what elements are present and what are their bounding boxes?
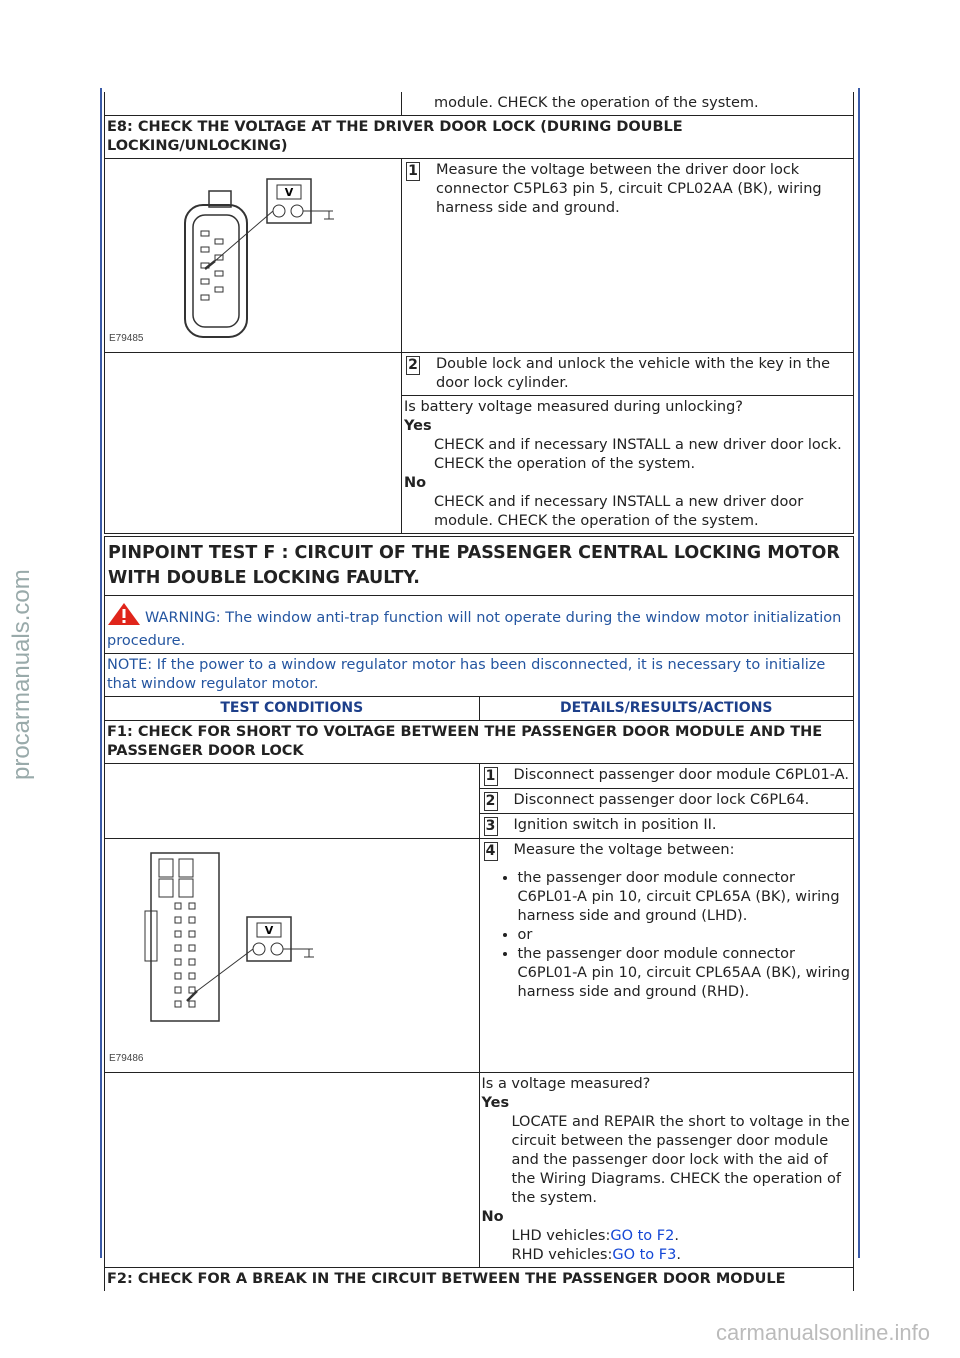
f1-lhd-line [482,1227,852,1246]
f1-step-4-text: Measure the voltage between: [513,842,735,858]
meter-label: V [284,186,294,199]
list-item: • or [518,926,852,945]
f1-step-3 [482,816,852,836]
lhd-label: LHD vehicles: [511,1228,611,1244]
col-details: DETAILS/RESULTS/ACTIONS [479,697,854,721]
rhd-label: RHD vehicles: [511,1247,613,1263]
meter-label: V [264,924,274,937]
e8-step-2 [404,355,851,393]
step-number: 3 [484,817,498,836]
list-item: • the passenger door module connector C6PL01-A pin 10, circuit CPL65A (BK), wiring harness side and ground (LHD). [518,869,852,926]
pinpoint-title: PINPOINT TEST F : CIRCUIT OF THE PASSENGER CENTRAL LOCKING MOTOR WITH DOUBLE LOCKING FAULTY. [105,537,854,596]
warning-icon [107,602,141,632]
f1-yes-label: Yes [481,1095,510,1111]
f1-yes-text: LOCATE and REPAIR the short to voltage in the circuit between the passenger door module and the passenger door lock with the aid of the Wiring Diagrams. CHECK the operation of the system. [511,1114,850,1206]
warning-text: WARNING: The window anti-trap function will not operate during the window motor initialization procedure. [107,610,842,649]
step-number: 2 [406,356,420,375]
e8-no-text: CHECK and if necessary INSTALL a new driver door module. CHECK the operation of the system. [434,494,804,529]
top-row-text: module. CHECK the operation of the system. [434,95,759,111]
go-to-f2-link[interactable]: GO to F2 [610,1228,675,1244]
e8-block [104,92,854,534]
f1-diagram [105,839,480,1073]
f1-step-4 [482,841,852,861]
right-rail [858,88,860,1258]
e8-diagram [105,159,402,353]
f1-step-2 [482,791,852,811]
step-number: 4 [484,842,498,861]
f1-step-3-text: Ignition switch in position II. [513,817,717,833]
e8-yes-label: Yes [404,418,432,434]
f1-question: Is a voltage measured? [481,1076,651,1092]
e8-question: Is battery voltage measured during unlocking? [404,399,743,415]
list-item: • the passenger door module connector C6PL01-A pin 10, circuit CPL65AA (BK), wiring harness side and ground (RHD). [518,945,852,1002]
f1-image-code: E79486 [109,1053,144,1064]
e8-yes-text: CHECK and if necessary INSTALL a new driver door lock. CHECK the operation of the system. [434,437,842,472]
f1-title: F1: CHECK FOR SHORT TO VOLTAGE BETWEEN THE PASSENGER DOOR MODULE AND THE PASSENGER DOOR LOCK [105,721,854,764]
pinpoint-f-block [104,536,854,1291]
f1-rhd-line [482,1246,852,1265]
e8-no-label: No [404,475,427,491]
f2-title: F2: CHECK FOR A BREAK IN THE CIRCUIT BETWEEN THE PASSENGER DOOR MODULE [105,1268,854,1292]
f1-step-1-text: Disconnect passenger door module C6PL01-A. [513,767,849,783]
f1-no-label: No [481,1209,504,1225]
f1-bullet-list [482,869,852,1002]
e8-step-2-text: Double lock and unlock the vehicle with the key in the door lock cylinder. [436,356,831,391]
go-to-f3-link[interactable]: GO to F3 [612,1247,677,1263]
f1-step-2-text: Disconnect passenger door lock C6PL64. [513,792,810,808]
period: . [676,1247,681,1263]
e8-image-code: E79485 [109,333,144,344]
f1-step-1 [482,766,852,786]
step-number: 2 [484,792,498,811]
connector-diagram-icon [107,841,357,1031]
left-rail [100,88,102,1258]
e8-step-1 [404,161,851,218]
note-text: NOTE: If the power to a window regulator motor has been disconnected, it is necessary to initialize that window regulator motor. [105,654,854,697]
col-test-conditions: TEST CONDITIONS [105,697,480,721]
step-number: 1 [406,162,420,181]
e8-step-1-text: Measure the voltage between the driver door lock connector C5PL63 pin 5, circuit CPL02AA (BK), wiring harness side and ground. [436,162,822,216]
side-watermark: procarmanuals.com [8,569,35,780]
step-number: 1 [484,767,498,786]
bottom-watermark: carmanualsonline.info [715,1320,930,1345]
e8-title: E8: CHECK THE VOLTAGE AT THE DRIVER DOOR LOCK (DURING DOUBLE LOCKING/UNLOCKING) [105,116,854,159]
period: . [674,1228,679,1244]
connector-diagram-icon [107,161,357,341]
